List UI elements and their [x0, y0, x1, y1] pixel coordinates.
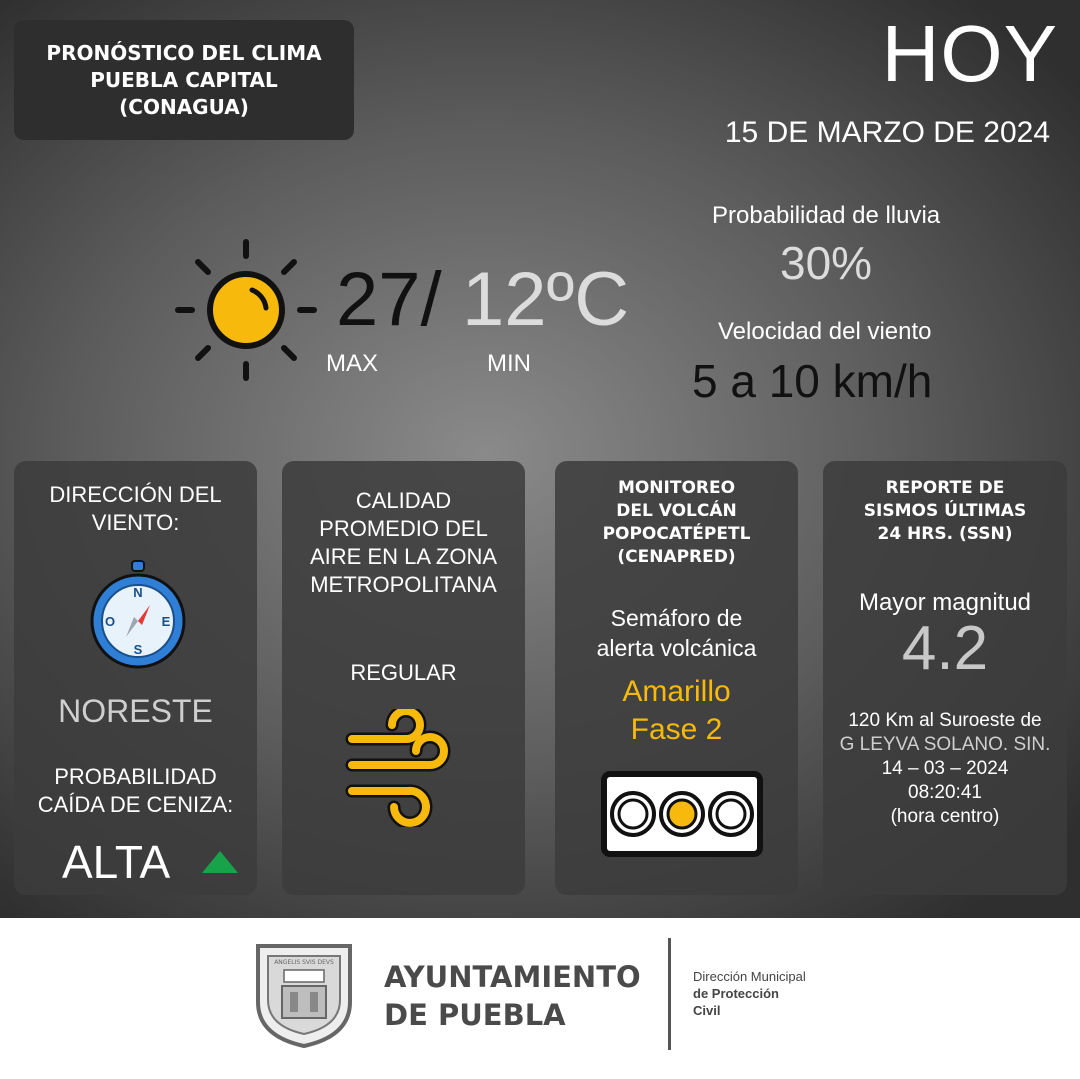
wind-direction-card — [14, 461, 257, 895]
coat-of-arms-icon — [250, 940, 358, 1050]
seismic-details — [823, 709, 1067, 829]
seismic-location-line2: G LEYVA SOLANO. SIN. — [839, 734, 1051, 755]
city-hall-name: AYUNTAMIENTO DE PUEBLA — [384, 960, 641, 1032]
air-quality-value: REGULAR — [350, 660, 457, 685]
civil-protection-department: Dirección Municipal de Protección Civil — [693, 969, 806, 1018]
day-heading: HOY — [881, 9, 1058, 98]
magnitude-value: 4.2 — [901, 614, 989, 683]
forecast-date: 15 DE MARZO DE 2024 — [724, 116, 1050, 149]
compass-west: O — [104, 614, 116, 629]
seismic-time: 08:20:41 — [908, 782, 982, 803]
svg-text:ANGELIS SVIS DEVS: ANGELIS SVIS DEVS — [274, 959, 334, 966]
triangle-up-icon — [200, 849, 240, 875]
compass-north: N — [133, 585, 143, 600]
seismic-location-line1: 120 Km al Suroeste de — [848, 710, 1042, 731]
wind-direction-title: DIRECCIÓN DEL VIENTO: — [49, 482, 222, 535]
volcano-card-title: MONITOREO DEL VOLCÁN POPOCATÉPETL (CENAPRED) — [602, 478, 751, 567]
air-quality-title: CALIDAD PROMEDIO DEL AIRE EN LA ZONA METROPOLITANA — [309, 488, 498, 597]
max-label: MAX — [326, 350, 379, 377]
wind-icon — [344, 709, 456, 827]
wind-speed-label: Velocidad del viento — [718, 318, 932, 345]
compass-south: S — [133, 642, 143, 657]
min-label: MIN — [487, 350, 531, 377]
compass-icon — [88, 557, 188, 671]
ash-probability-value: ALTA — [62, 836, 171, 888]
min-temperature: 12ºC — [462, 257, 630, 342]
forecast-title-line2: PUEBLA CAPITAL — [90, 67, 278, 92]
wind-direction-value: NORESTE — [58, 693, 213, 729]
volcanic-alert-status: Amarillo Fase 2 — [622, 675, 731, 746]
footer-divider — [668, 938, 671, 1050]
seismic-timezone: (hora centro) — [890, 806, 1000, 827]
seismic-card-title: REPORTE DE SISMOS ÚLTIMAS 24 HRS. (SSN) — [863, 478, 1027, 544]
sun-icon — [174, 238, 318, 382]
magnitude-label: Mayor magnitud — [858, 589, 1032, 616]
forecast-title-line3: (CONAGUA) — [119, 94, 249, 119]
traffic-light-icon — [601, 771, 763, 859]
ash-probability-label: PROBABILIDAD CAÍDA DE CENIZA: — [37, 764, 234, 817]
seismic-report-card — [823, 461, 1067, 895]
forecast-title-line1: PRONÓSTICO DEL CLIMA — [46, 40, 322, 65]
forecast-title-box — [14, 20, 354, 140]
rain-probability-value: 30% — [780, 237, 873, 289]
air-quality-card — [282, 461, 525, 895]
volcanic-alert-label: Semáforo de alerta volcánica — [596, 605, 757, 661]
max-temperature: 27/ — [336, 257, 442, 342]
wind-speed-value: 5 a 10 km/h — [692, 355, 933, 407]
rain-probability-label: Probabilidad de lluvia — [712, 202, 941, 229]
compass-east: E — [161, 614, 171, 629]
volcano-monitoring-card — [555, 461, 798, 895]
seismic-date: 14 – 03 – 2024 — [881, 758, 1009, 779]
